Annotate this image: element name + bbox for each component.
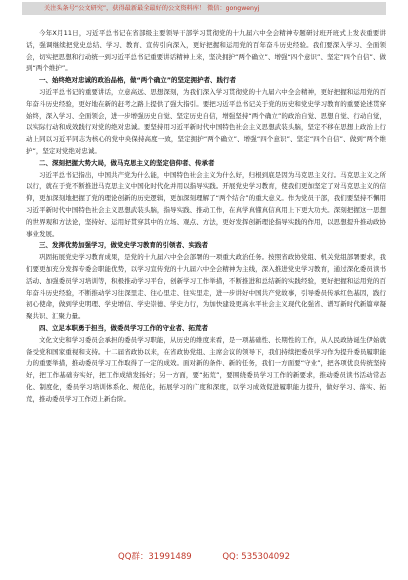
footer-qq-group: QQ群：31991489 bbox=[118, 552, 192, 562]
banner-text: 关注头条号“公文研究”，获得最新最全最好的公文资料库！ 微信：gongwenyj bbox=[44, 5, 260, 12]
footer-contact bbox=[0, 551, 408, 563]
paragraph: 习近平总书记指出，中国共产党为什么能，中国特色社会主义为什么好，归根到底是因为马克思主义行。马克思主义之所以行，就在于党不断推进马克思主义中国化时代化并用以指导实践。开展党史学习教育，使我们更加坚定了对马克思主义的信仰，更加深刻地把握了党的理论创新的历史逻辑，更加深刻理解了“两个结合”的重大意义。作为党员干部，我们要坚持不懈用习近平新时代中国特色社会主义思想武装头脑，指导实践、推动工作，在真学真懂真信真用上下更大功夫。深刻把握这一思想的世界观和方法论，坚持好、运用好贯穿其中的立场、观点、方法，更好发挥创新理论指导实践的作用，以思想提升推动政协事业发展。 bbox=[26, 170, 386, 238]
paragraph: 文化文史和学习委员会承担的委员学习职能，从历史的维度来看，是一项基础性、长期性的工作，从人民政协诞生伊始就备受党和国家重视和支持。十二届省政协以来，在省政协党组、主席会议的领导下，我们持续把委员学习作为提升委员履职能力的重要举措，推动委员学习工作取得了一定的成效。面对新的条件、新的任务，我们一方面要“守业”，把各项优良传统坚持好，把工作基础夯实好，把工作成绩发扬好；另一方面，要“拓荒”，要围绕委员学习工作的新要求，推动委员读书活动常态化、制度化，委员学习培训体系化、规范化，拓展学习的广度和深度，以学习成效促进履职能力提升，做好学习、落实、拓荒，推动委员学习工作迈上新台阶。 bbox=[26, 335, 386, 403]
paragraph: 巩固拓展党史学习教育成果，是党的十九届六中全会部署的一项重大政治任务。按照省政协党组、机关党组部署要求，我们要更加充分发挥专委会职能优势，以学习宣传党的十九届六中全会精神为主线，深入推进党史学习教育，通过深化委员读书活动、加强委员学习培训等，积极推动学习平台，创新学习工作举措，不断推进和总结新的实践经验，更好把握和运用党的百年奋斗历史经验，不断推动学习往深里走、往心里走、往实里走，进一步讲好中国共产党故事，引导委员传承红色基因，践行初心使命，做到学史明理、学史增信、学史崇德、学史力行，为加快建设更高水平社会主义现代化强省、谱写新时代新篇章凝聚共识、汇聚力量。 bbox=[26, 253, 386, 321]
header-banner bbox=[22, 2, 386, 15]
paragraph: 今年X月11日，习近平总书记在省部级主要领导干部学习贯彻党的十九届六中全会精神专题研讨班开班式上发表重要讲话，强调继续把党史总结、学习、教育、宣传引向深入，更好把握和运用党的百年奋斗历史经验。我们要深入学习、全面领会，切实把思想和行动统一到习近平总书记重要讲话精神上来，坚决拥护“两个确立”、增强“四个意识”、坚定“四个自信”、做到“两个维护”。 bbox=[26, 29, 386, 73]
section-heading: 三、发挥优势加强学习，做党史学习教育的引领者、实践者 bbox=[39, 241, 208, 250]
section-heading: 二、深刻把握大势大局，做马克思主义的坚定信仰者、传承者 bbox=[39, 158, 215, 167]
paragraph: 习近平总书记的重要讲话，立意高远、思想深刻，为我们深入学习贯彻党的十九届六中全会精神，更好把握和运用党的百年奋斗历史经验，更好地在新的赶考之路上提供了强大指引。要把习近平总书记关于党的历史和党史学习教育的重要论述贯穿始终，深入学习、全面领会，进一步增强历史自觉、坚定历史自信，增强坚持“两个确立”的政治自觉、思想自觉、行动自觉，以实际行动和成效践行对党的绝对忠诚。要坚持用习近平新时代中国特色社会主义思想武装头脑，坚定不移在思想上政治上行动上同以习近平同志为核心的党中央保持高度一致，坚定拥护“两个确立”、增强“四个意识”、坚定“四个自信”、做到“两个维护”，坚定对党绝对忠诚。 bbox=[26, 87, 386, 155]
document-body bbox=[26, 28, 386, 406]
footer-qq-number: QQ: 535304092 bbox=[222, 552, 290, 562]
section-heading: 四、立足本职勇于担当，做委员学习工作的守业者、拓荒者 bbox=[39, 323, 208, 332]
section-heading: 一、始终绝对忠诚的政治品格，做“两个确立”的坚定拥护者、践行者 bbox=[39, 76, 237, 85]
